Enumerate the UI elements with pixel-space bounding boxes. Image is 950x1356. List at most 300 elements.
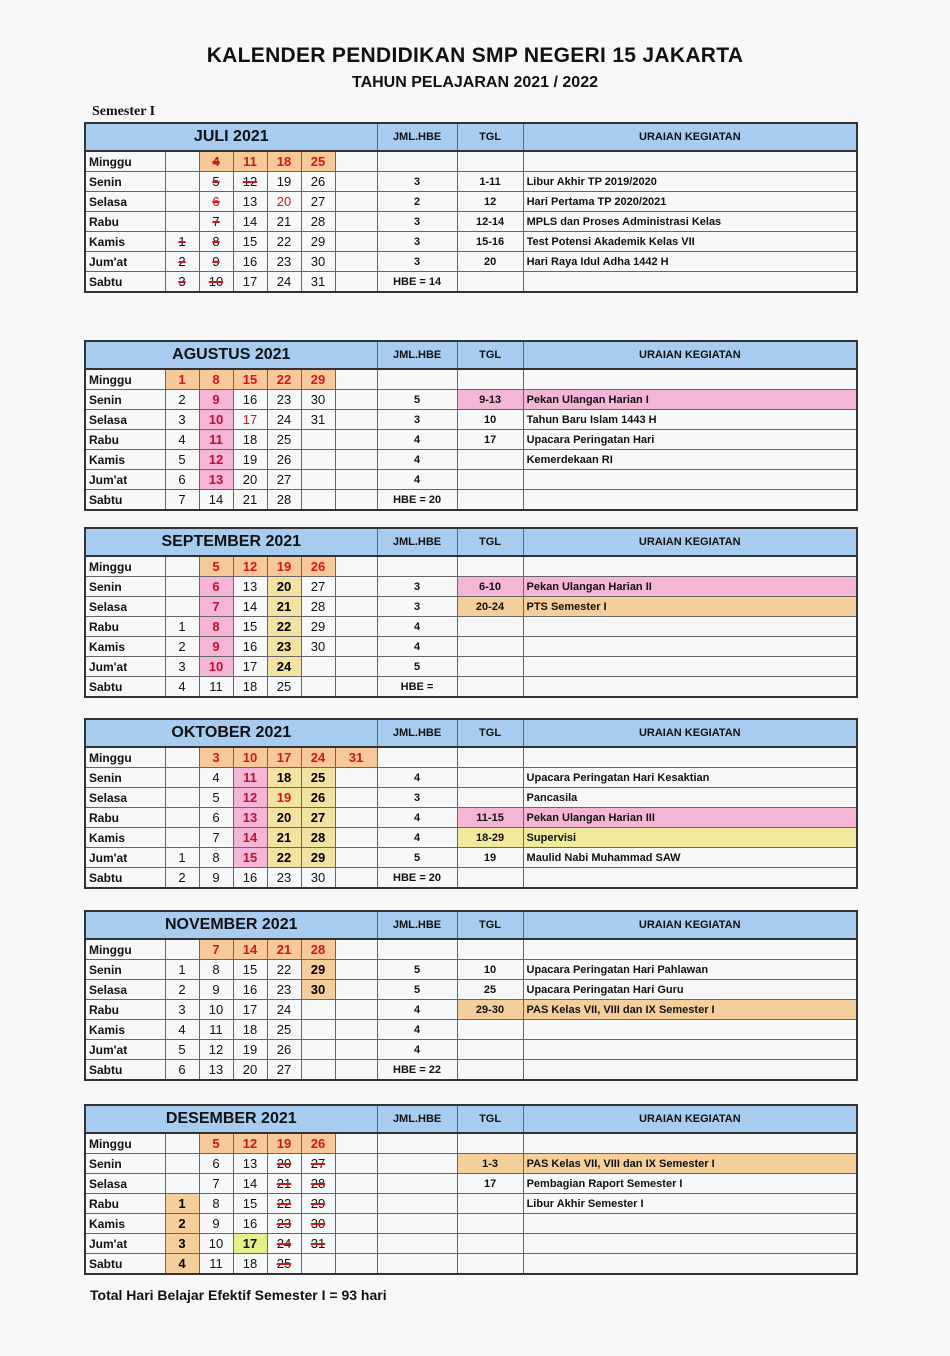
- hbe-count: [377, 1234, 457, 1254]
- calendar-row: [85, 410, 857, 430]
- date-cell: 28: [301, 939, 335, 960]
- date-cell: 1: [165, 1194, 199, 1214]
- calendar-row: [85, 212, 857, 232]
- date-cell: 18: [233, 430, 267, 450]
- date-cell: [335, 1133, 377, 1154]
- hbe-count: 4: [377, 617, 457, 637]
- date-cell: 20: [267, 1154, 301, 1174]
- month-table: [84, 340, 856, 511]
- date-cell: 14: [233, 1174, 267, 1194]
- activity-description: Upacara Peringatan Hari Pahlawan: [523, 960, 857, 980]
- date-cell: 6: [199, 1154, 233, 1174]
- date-cell: 17: [267, 747, 301, 768]
- activity-description: [523, 556, 857, 577]
- date-cell: [335, 450, 377, 470]
- date-cell: 4: [165, 430, 199, 450]
- activity-date: 10: [457, 410, 523, 430]
- date-cell: 10: [199, 410, 233, 430]
- date-cell: 10: [233, 747, 267, 768]
- hbe-count: HBE = 22: [377, 1060, 457, 1081]
- calendar-row: [85, 1020, 857, 1040]
- date-cell: 11: [199, 677, 233, 698]
- date-cell: 16: [233, 637, 267, 657]
- date-cell: 18: [267, 151, 301, 172]
- activity-description: PAS Kelas VII, VIII dan IX Semester I: [523, 1000, 857, 1020]
- date-cell: 26: [301, 1133, 335, 1154]
- hbe-count: 3: [377, 232, 457, 252]
- activity-date: [457, 1060, 523, 1081]
- day-name: Senin: [85, 960, 165, 980]
- activity-date: 20-24: [457, 597, 523, 617]
- date-cell: 21: [267, 828, 301, 848]
- date-cell: [301, 450, 335, 470]
- date-cell: 9: [199, 637, 233, 657]
- activity-date: 29-30: [457, 1000, 523, 1020]
- activity-description: Maulid Nabi Muhammad SAW: [523, 848, 857, 868]
- day-name: Minggu: [85, 556, 165, 577]
- activity-description: Pekan Ulangan Harian II: [523, 577, 857, 597]
- date-cell: 10: [199, 1234, 233, 1254]
- activity-date: [457, 747, 523, 768]
- date-cell: 23: [267, 1214, 301, 1234]
- calendar-row: [85, 1154, 857, 1174]
- date-cell: 18: [267, 768, 301, 788]
- date-cell: 28: [301, 1174, 335, 1194]
- activity-description: Pembagian Raport Semester I: [523, 1174, 857, 1194]
- day-name: Sabtu: [85, 677, 165, 698]
- hbe-count: [377, 151, 457, 172]
- date-cell: [165, 212, 199, 232]
- month-name: AGUSTUS 2021: [85, 341, 377, 369]
- date-cell: [335, 252, 377, 272]
- day-name: Minggu: [85, 151, 165, 172]
- date-cell: 1: [165, 232, 199, 252]
- hbe-count: 4: [377, 1020, 457, 1040]
- column-header-jml-hbe: JML.HBE: [377, 1105, 457, 1133]
- date-cell: 25: [301, 768, 335, 788]
- date-cell: 22: [267, 848, 301, 868]
- date-cell: 25: [267, 677, 301, 698]
- activity-description: [523, 272, 857, 293]
- semester-label: Semester I: [92, 104, 156, 119]
- date-cell: 12: [233, 172, 267, 192]
- date-cell: 3: [165, 1234, 199, 1254]
- calendar-row: [85, 747, 857, 768]
- date-cell: [335, 1234, 377, 1254]
- month-table: [84, 527, 856, 698]
- activity-description: Hari Raya Idul Adha 1442 H: [523, 252, 857, 272]
- activity-description: Test Potensi Akademik Kelas VII: [523, 232, 857, 252]
- activity-description: [523, 1214, 857, 1234]
- month-name: DESEMBER 2021: [85, 1105, 377, 1133]
- calendar-row: [85, 390, 857, 410]
- date-cell: 4: [165, 1020, 199, 1040]
- date-cell: [301, 1254, 335, 1275]
- date-cell: 16: [233, 868, 267, 889]
- day-name: Selasa: [85, 192, 165, 212]
- date-cell: [301, 430, 335, 450]
- activity-date: [457, 470, 523, 490]
- calendar-row: [85, 768, 857, 788]
- date-cell: 26: [301, 172, 335, 192]
- day-name: Minggu: [85, 939, 165, 960]
- date-cell: 31: [301, 272, 335, 293]
- day-name: Selasa: [85, 788, 165, 808]
- date-cell: 1: [165, 369, 199, 390]
- date-cell: 28: [301, 597, 335, 617]
- date-cell: 24: [301, 747, 335, 768]
- date-cell: [165, 808, 199, 828]
- date-cell: 27: [301, 192, 335, 212]
- date-cell: 24: [267, 1000, 301, 1020]
- date-cell: 11: [199, 430, 233, 450]
- date-cell: [335, 410, 377, 430]
- calendar-row: [85, 577, 857, 597]
- day-name: Kamis: [85, 232, 165, 252]
- date-cell: [165, 939, 199, 960]
- date-cell: 13: [233, 192, 267, 212]
- activity-date: [457, 768, 523, 788]
- day-name: Jum'at: [85, 470, 165, 490]
- hbe-count: 3: [377, 212, 457, 232]
- date-cell: 31: [301, 1234, 335, 1254]
- date-cell: 12: [199, 450, 233, 470]
- date-cell: 17: [233, 272, 267, 293]
- date-cell: 5: [165, 1040, 199, 1060]
- date-cell: [335, 490, 377, 511]
- hbe-count: 3: [377, 597, 457, 617]
- date-cell: 25: [267, 1020, 301, 1040]
- date-cell: 19: [267, 1133, 301, 1154]
- date-cell: [301, 1000, 335, 1020]
- activity-date: [457, 1214, 523, 1234]
- date-cell: 8: [199, 960, 233, 980]
- date-cell: 14: [199, 490, 233, 511]
- date-cell: 27: [301, 577, 335, 597]
- date-cell: 15: [233, 1194, 267, 1214]
- activity-description: [523, 657, 857, 677]
- calendar-row: [85, 1133, 857, 1154]
- activity-description: Hari Pertama TP 2020/2021: [523, 192, 857, 212]
- date-cell: 18: [233, 1254, 267, 1275]
- document-subtitle: TAHUN PELAJARAN 2021 / 2022: [351, 74, 598, 91]
- date-cell: 28: [301, 212, 335, 232]
- date-cell: 24: [267, 272, 301, 293]
- calendar-row: [85, 1214, 857, 1234]
- date-cell: 5: [199, 788, 233, 808]
- activity-date: [457, 939, 523, 960]
- calendar-row: [85, 1174, 857, 1194]
- date-cell: 2: [165, 390, 199, 410]
- date-cell: 4: [165, 1254, 199, 1275]
- date-cell: 8: [199, 369, 233, 390]
- calendar-row: [85, 939, 857, 960]
- day-name: Minggu: [85, 747, 165, 768]
- date-cell: 29: [301, 1194, 335, 1214]
- date-cell: [335, 192, 377, 212]
- calendar-row: [85, 172, 857, 192]
- date-cell: 4: [199, 151, 233, 172]
- date-cell: [335, 1154, 377, 1174]
- date-cell: 13: [233, 808, 267, 828]
- date-cell: 2: [165, 980, 199, 1000]
- month-table: [84, 910, 856, 1081]
- day-name: Senin: [85, 390, 165, 410]
- date-cell: 21: [233, 490, 267, 511]
- date-cell: [335, 677, 377, 698]
- date-cell: 5: [199, 172, 233, 192]
- calendar-row: [85, 556, 857, 577]
- date-cell: 2: [165, 1214, 199, 1234]
- column-header-tgl: TGL: [457, 341, 523, 369]
- day-name: Sabtu: [85, 272, 165, 293]
- hbe-count: 3: [377, 410, 457, 430]
- hbe-count: 3: [377, 252, 457, 272]
- date-cell: [301, 657, 335, 677]
- date-cell: [335, 637, 377, 657]
- date-cell: 2: [165, 868, 199, 889]
- calendar-row: [85, 151, 857, 172]
- activity-date: [457, 868, 523, 889]
- date-cell: 23: [267, 980, 301, 1000]
- date-cell: 29: [301, 369, 335, 390]
- document-title: KALENDER PENDIDIKAN SMP NEGERI 15 JAKARTA: [206, 44, 744, 67]
- activity-date: [457, 617, 523, 637]
- date-cell: [335, 788, 377, 808]
- hbe-count: 4: [377, 430, 457, 450]
- activity-date: 17: [457, 1174, 523, 1194]
- date-cell: 5: [199, 556, 233, 577]
- activity-description: [523, 637, 857, 657]
- date-cell: 22: [267, 960, 301, 980]
- date-cell: 30: [301, 980, 335, 1000]
- activity-description: Supervisi: [523, 828, 857, 848]
- date-cell: 20: [233, 1060, 267, 1081]
- day-name: Rabu: [85, 617, 165, 637]
- date-cell: 19: [267, 556, 301, 577]
- activity-date: 10: [457, 960, 523, 980]
- date-cell: [335, 657, 377, 677]
- date-cell: 27: [267, 470, 301, 490]
- day-name: Rabu: [85, 1194, 165, 1214]
- hbe-count: [377, 369, 457, 390]
- activity-description: Kemerdekaan RI: [523, 450, 857, 470]
- calendar-row: [85, 788, 857, 808]
- date-cell: [165, 151, 199, 172]
- date-cell: 1: [165, 617, 199, 637]
- day-name: Kamis: [85, 1020, 165, 1040]
- date-cell: 28: [267, 490, 301, 511]
- calendar-row: [85, 1060, 857, 1081]
- activity-description: MPLS dan Proses Administrasi Kelas: [523, 212, 857, 232]
- month-name: SEPTEMBER 2021: [85, 528, 377, 556]
- month-table: [84, 122, 856, 293]
- date-cell: 13: [199, 1060, 233, 1081]
- date-cell: 11: [199, 1254, 233, 1275]
- date-cell: 12: [199, 1040, 233, 1060]
- day-name: Sabtu: [85, 1060, 165, 1081]
- hbe-count: HBE = 20: [377, 868, 457, 889]
- hbe-count: HBE =: [377, 677, 457, 698]
- calendar-row: [85, 1194, 857, 1214]
- column-header-jml-hbe: JML.HBE: [377, 123, 457, 151]
- date-cell: 19: [233, 1040, 267, 1060]
- date-cell: 6: [165, 470, 199, 490]
- date-cell: [335, 272, 377, 293]
- date-cell: 8: [199, 1194, 233, 1214]
- date-cell: 29: [301, 848, 335, 868]
- column-header-jml-hbe: JML.HBE: [377, 911, 457, 939]
- day-name: Jum'at: [85, 657, 165, 677]
- activity-date: 18-29: [457, 828, 523, 848]
- date-cell: 9: [199, 390, 233, 410]
- date-cell: 13: [233, 577, 267, 597]
- date-cell: [165, 172, 199, 192]
- date-cell: 11: [199, 1020, 233, 1040]
- date-cell: 16: [233, 980, 267, 1000]
- activity-date: [457, 1234, 523, 1254]
- date-cell: 11: [233, 768, 267, 788]
- date-cell: 31: [335, 747, 377, 768]
- date-cell: 6: [165, 1060, 199, 1081]
- date-cell: 14: [233, 939, 267, 960]
- activity-date: [457, 637, 523, 657]
- day-name: Rabu: [85, 212, 165, 232]
- activity-description: Upacara Peringatan Hari: [523, 430, 857, 450]
- date-cell: [335, 1194, 377, 1214]
- date-cell: 18: [233, 677, 267, 698]
- date-cell: 30: [301, 1214, 335, 1234]
- hbe-count: 5: [377, 390, 457, 410]
- activity-description: Upacara Peringatan Hari Guru: [523, 980, 857, 1000]
- date-cell: [165, 1154, 199, 1174]
- activity-description: [523, 1020, 857, 1040]
- hbe-count: 3: [377, 577, 457, 597]
- date-cell: 14: [233, 828, 267, 848]
- date-cell: 7: [199, 1174, 233, 1194]
- date-cell: [335, 390, 377, 410]
- hbe-count: 2: [377, 192, 457, 212]
- month-table: [84, 718, 856, 889]
- date-cell: [165, 828, 199, 848]
- column-header-uraian: URAIAN KEGIATAN: [523, 528, 857, 556]
- day-name: Selasa: [85, 597, 165, 617]
- date-cell: 9: [199, 868, 233, 889]
- date-cell: 9: [199, 980, 233, 1000]
- date-cell: 8: [199, 232, 233, 252]
- date-cell: 12: [233, 788, 267, 808]
- date-cell: 29: [301, 960, 335, 980]
- date-cell: [335, 1174, 377, 1194]
- hbe-count: 4: [377, 828, 457, 848]
- date-cell: 24: [267, 410, 301, 430]
- date-cell: 13: [233, 1154, 267, 1174]
- day-name: Sabtu: [85, 868, 165, 889]
- calendar-row: [85, 1234, 857, 1254]
- date-cell: 23: [267, 390, 301, 410]
- date-cell: 27: [267, 1060, 301, 1081]
- hbe-count: 3: [377, 172, 457, 192]
- date-cell: 7: [199, 212, 233, 232]
- activity-date: [457, 272, 523, 293]
- hbe-count: 4: [377, 1000, 457, 1020]
- day-name: Jum'at: [85, 252, 165, 272]
- day-name: Rabu: [85, 808, 165, 828]
- activity-description: Pancasila: [523, 788, 857, 808]
- date-cell: 27: [301, 808, 335, 828]
- date-cell: 9: [199, 252, 233, 272]
- date-cell: 7: [199, 939, 233, 960]
- month-name: OKTOBER 2021: [85, 719, 377, 747]
- date-cell: 3: [165, 1000, 199, 1020]
- date-cell: [335, 470, 377, 490]
- activity-description: [523, 1254, 857, 1275]
- date-cell: [335, 848, 377, 868]
- date-cell: [335, 172, 377, 192]
- date-cell: 21: [267, 597, 301, 617]
- activity-description: PAS Kelas VII, VIII dan IX Semester I: [523, 1154, 857, 1174]
- calendar-row: [85, 848, 857, 868]
- date-cell: 22: [267, 1194, 301, 1214]
- date-cell: 19: [267, 788, 301, 808]
- hbe-count: [377, 1254, 457, 1275]
- date-cell: [165, 768, 199, 788]
- date-cell: [335, 430, 377, 450]
- activity-description: [523, 747, 857, 768]
- date-cell: 6: [199, 808, 233, 828]
- activity-date: 1-11: [457, 172, 523, 192]
- date-cell: 30: [301, 252, 335, 272]
- date-cell: [165, 1133, 199, 1154]
- activity-description: [523, 677, 857, 698]
- date-cell: 27: [301, 1154, 335, 1174]
- date-cell: [335, 768, 377, 788]
- hbe-count: [377, 1194, 457, 1214]
- activity-description: [523, 939, 857, 960]
- date-cell: 1: [165, 848, 199, 868]
- hbe-count: 5: [377, 980, 457, 1000]
- column-header-uraian: URAIAN KEGIATAN: [523, 123, 857, 151]
- month-name: JULI 2021: [85, 123, 377, 151]
- date-cell: 20: [267, 192, 301, 212]
- activity-description: [523, 151, 857, 172]
- hbe-count: [377, 556, 457, 577]
- date-cell: 2: [165, 252, 199, 272]
- column-header-uraian: URAIAN KEGIATAN: [523, 341, 857, 369]
- date-cell: 10: [199, 1000, 233, 1020]
- day-name: Minggu: [85, 369, 165, 390]
- activity-date: [457, 1194, 523, 1214]
- calendar-row: [85, 980, 857, 1000]
- date-cell: [335, 369, 377, 390]
- date-cell: [301, 677, 335, 698]
- hbe-count: 4: [377, 637, 457, 657]
- activity-date: 6-10: [457, 577, 523, 597]
- date-cell: [165, 577, 199, 597]
- activity-description: PTS Semester I: [523, 597, 857, 617]
- hbe-count: 5: [377, 657, 457, 677]
- column-header-tgl: TGL: [457, 911, 523, 939]
- date-cell: 14: [233, 597, 267, 617]
- day-name: Selasa: [85, 980, 165, 1000]
- hbe-count: [377, 747, 457, 768]
- date-cell: 6: [199, 192, 233, 212]
- date-cell: 25: [267, 1254, 301, 1275]
- calendar-row: [85, 1254, 857, 1275]
- date-cell: [335, 556, 377, 577]
- date-cell: 7: [165, 490, 199, 511]
- date-cell: 31: [301, 410, 335, 430]
